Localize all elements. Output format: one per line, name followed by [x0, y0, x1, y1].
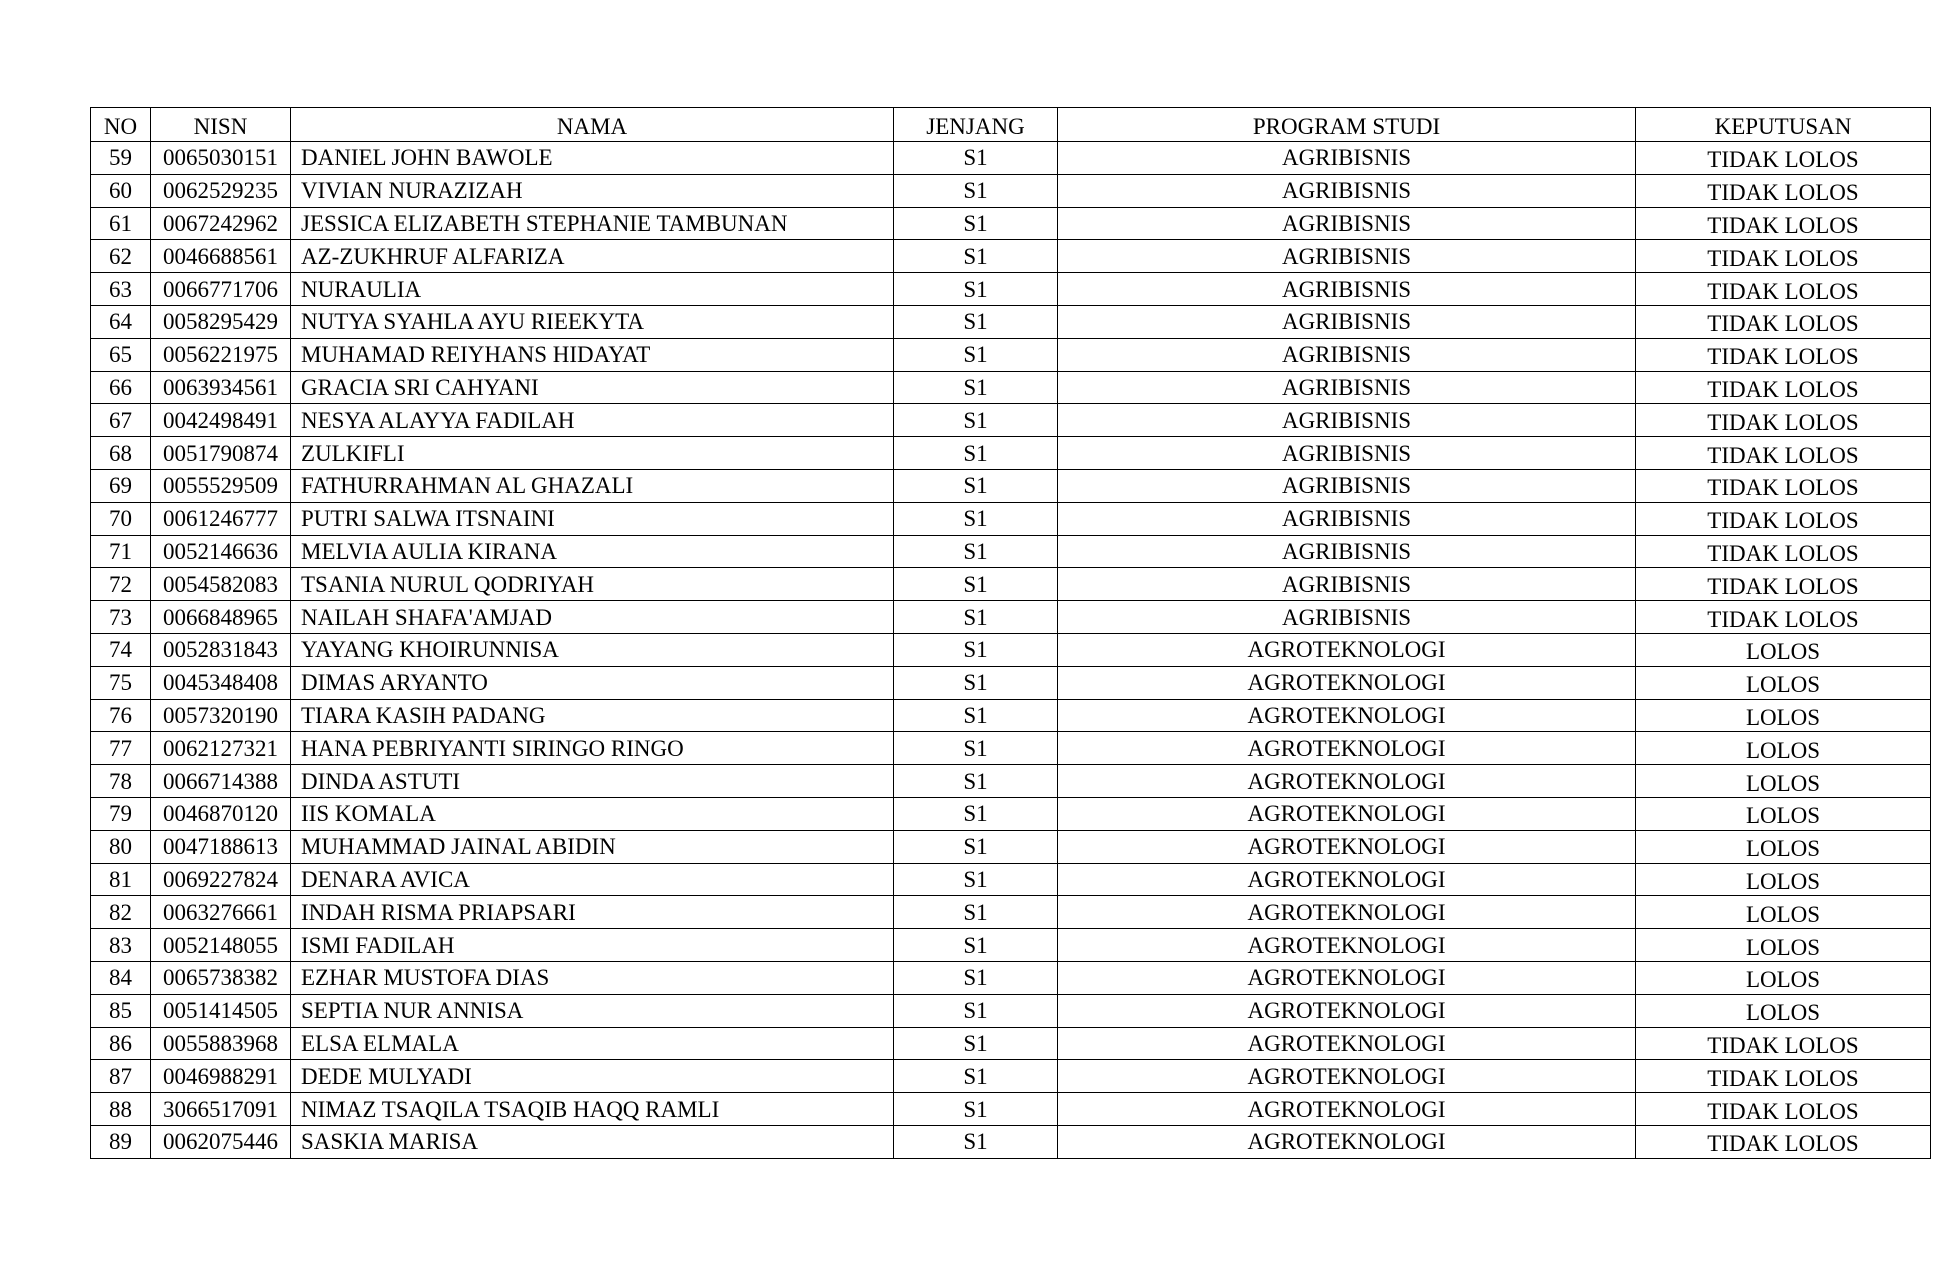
- cell-nisn: 0069227824: [151, 863, 291, 896]
- cell-keputusan: TIDAK LOLOS: [1636, 502, 1931, 535]
- table-row: [91, 797, 1931, 830]
- selection-results-table-wrapper: [90, 107, 1931, 1159]
- cell-nama: PUTRI SALWA ITSNAINI: [291, 502, 894, 535]
- cell-program-studi: AGROTEKNOLOGI: [1058, 765, 1636, 798]
- header-no: NO: [91, 108, 151, 142]
- cell-nama: DIMAS ARYANTO: [291, 666, 894, 699]
- cell-jenjang: S1: [894, 502, 1058, 535]
- cell-nama: DINDA ASTUTI: [291, 765, 894, 798]
- table-row: [91, 469, 1931, 502]
- cell-nama: ISMI FADILAH: [291, 929, 894, 962]
- table-row: [91, 142, 1931, 175]
- cell-nama: DENARA AVICA: [291, 863, 894, 896]
- cell-nama: JESSICA ELIZABETH STEPHANIE TAMBUNAN: [291, 207, 894, 240]
- cell-program-studi: AGROTEKNOLOGI: [1058, 633, 1636, 666]
- cell-no: 85: [91, 994, 151, 1027]
- cell-nama: TIARA KASIH PADANG: [291, 699, 894, 732]
- header-nisn: NISN: [151, 108, 291, 142]
- cell-no: 89: [91, 1125, 151, 1158]
- cell-nisn: 0052148055: [151, 929, 291, 962]
- cell-nama: FATHURRAHMAN AL GHAZALI: [291, 469, 894, 502]
- header-row: [91, 108, 1931, 142]
- cell-jenjang: S1: [894, 601, 1058, 634]
- cell-nisn: 0052831843: [151, 633, 291, 666]
- cell-program-studi: AGRIBISNIS: [1058, 371, 1636, 404]
- cell-no: 60: [91, 174, 151, 207]
- table-row: [91, 240, 1931, 273]
- cell-nisn: 0055883968: [151, 1027, 291, 1060]
- cell-jenjang: S1: [894, 469, 1058, 502]
- cell-nisn: 0047188613: [151, 830, 291, 863]
- cell-nisn: 0057320190: [151, 699, 291, 732]
- cell-keputusan: TIDAK LOLOS: [1636, 1027, 1931, 1060]
- cell-nama: HANA PEBRIYANTI SIRINGO RINGO: [291, 732, 894, 765]
- cell-nisn: 0062127321: [151, 732, 291, 765]
- table-row: [91, 929, 1931, 962]
- cell-jenjang: S1: [894, 174, 1058, 207]
- cell-program-studi: AGROTEKNOLOGI: [1058, 732, 1636, 765]
- cell-nisn: 0046988291: [151, 1060, 291, 1093]
- cell-jenjang: S1: [894, 830, 1058, 863]
- cell-jenjang: S1: [894, 535, 1058, 568]
- cell-nama: MUHAMAD REIYHANS HIDAYAT: [291, 338, 894, 371]
- cell-no: 82: [91, 896, 151, 929]
- cell-nisn: 0051790874: [151, 437, 291, 470]
- cell-keputusan: LOLOS: [1636, 994, 1931, 1027]
- header-jenjang: JENJANG: [894, 108, 1058, 142]
- cell-keputusan: LOLOS: [1636, 797, 1931, 830]
- cell-nisn: 0046688561: [151, 240, 291, 273]
- cell-nama: MELVIA AULIA KIRANA: [291, 535, 894, 568]
- cell-nisn: 0061246777: [151, 502, 291, 535]
- cell-keputusan: TIDAK LOLOS: [1636, 1060, 1931, 1093]
- cell-program-studi: AGROTEKNOLOGI: [1058, 896, 1636, 929]
- cell-keputusan: TIDAK LOLOS: [1636, 142, 1931, 175]
- cell-keputusan: TIDAK LOLOS: [1636, 240, 1931, 273]
- cell-nama: GRACIA SRI CAHYANI: [291, 371, 894, 404]
- cell-nisn: 0063276661: [151, 896, 291, 929]
- cell-program-studi: AGRIBISNIS: [1058, 568, 1636, 601]
- cell-program-studi: AGROTEKNOLOGI: [1058, 1125, 1636, 1158]
- cell-nisn: 0062529235: [151, 174, 291, 207]
- cell-no: 77: [91, 732, 151, 765]
- cell-program-studi: AGRIBISNIS: [1058, 142, 1636, 175]
- cell-jenjang: S1: [894, 1125, 1058, 1158]
- cell-nisn: 0056221975: [151, 338, 291, 371]
- table-row: [91, 601, 1931, 634]
- table-body: [91, 142, 1931, 1159]
- cell-program-studi: AGRIBISNIS: [1058, 305, 1636, 338]
- cell-program-studi: AGRIBISNIS: [1058, 535, 1636, 568]
- cell-keputusan: TIDAK LOLOS: [1636, 1125, 1931, 1158]
- header-keputusan: KEPUTUSAN: [1636, 108, 1931, 142]
- cell-program-studi: AGRIBISNIS: [1058, 502, 1636, 535]
- cell-keputusan: TIDAK LOLOS: [1636, 174, 1931, 207]
- cell-no: 78: [91, 765, 151, 798]
- cell-nisn: 3066517091: [151, 1093, 291, 1126]
- cell-no: 64: [91, 305, 151, 338]
- cell-program-studi: AGRIBISNIS: [1058, 437, 1636, 470]
- cell-nisn: 0066771706: [151, 273, 291, 306]
- cell-jenjang: S1: [894, 666, 1058, 699]
- cell-program-studi: AGROTEKNOLOGI: [1058, 797, 1636, 830]
- cell-jenjang: S1: [894, 961, 1058, 994]
- cell-jenjang: S1: [894, 371, 1058, 404]
- cell-jenjang: S1: [894, 338, 1058, 371]
- table-row: [91, 1027, 1931, 1060]
- cell-program-studi: AGROTEKNOLOGI: [1058, 830, 1636, 863]
- cell-no: 87: [91, 1060, 151, 1093]
- cell-keputusan: LOLOS: [1636, 961, 1931, 994]
- cell-keputusan: LOLOS: [1636, 666, 1931, 699]
- table-row: [91, 1125, 1931, 1158]
- cell-no: 80: [91, 830, 151, 863]
- cell-jenjang: S1: [894, 1027, 1058, 1060]
- cell-nisn: 0045348408: [151, 666, 291, 699]
- cell-no: 84: [91, 961, 151, 994]
- cell-program-studi: AGRIBISNIS: [1058, 240, 1636, 273]
- cell-jenjang: S1: [894, 732, 1058, 765]
- cell-jenjang: S1: [894, 633, 1058, 666]
- table-row: [91, 699, 1931, 732]
- cell-nama: NIMAZ TSAQILA TSAQIB HAQQ RAMLI: [291, 1093, 894, 1126]
- cell-jenjang: S1: [894, 699, 1058, 732]
- cell-no: 70: [91, 502, 151, 535]
- cell-nama: VIVIAN NURAZIZAH: [291, 174, 894, 207]
- cell-nisn: 0058295429: [151, 305, 291, 338]
- cell-nisn: 0065738382: [151, 961, 291, 994]
- cell-program-studi: AGRIBISNIS: [1058, 338, 1636, 371]
- cell-nisn: 0066714388: [151, 765, 291, 798]
- cell-jenjang: S1: [894, 994, 1058, 1027]
- cell-no: 76: [91, 699, 151, 732]
- cell-no: 79: [91, 797, 151, 830]
- table-row: [91, 371, 1931, 404]
- cell-no: 63: [91, 273, 151, 306]
- cell-nama: MUHAMMAD JAINAL ABIDIN: [291, 830, 894, 863]
- cell-no: 59: [91, 142, 151, 175]
- table-row: [91, 863, 1931, 896]
- cell-nama: YAYANG KHOIRUNNISA: [291, 633, 894, 666]
- cell-jenjang: S1: [894, 142, 1058, 175]
- cell-keputusan: TIDAK LOLOS: [1636, 371, 1931, 404]
- table-row: [91, 765, 1931, 798]
- cell-keputusan: TIDAK LOLOS: [1636, 601, 1931, 634]
- cell-nisn: 0055529509: [151, 469, 291, 502]
- table-row: [91, 338, 1931, 371]
- selection-results-table: [90, 107, 1931, 1159]
- table-row: [91, 273, 1931, 306]
- cell-keputusan: TIDAK LOLOS: [1636, 338, 1931, 371]
- cell-keputusan: LOLOS: [1636, 765, 1931, 798]
- cell-nama: ELSA ELMALA: [291, 1027, 894, 1060]
- cell-keputusan: LOLOS: [1636, 863, 1931, 896]
- cell-jenjang: S1: [894, 765, 1058, 798]
- table-row: [91, 305, 1931, 338]
- cell-jenjang: S1: [894, 568, 1058, 601]
- cell-nisn: 0051414505: [151, 994, 291, 1027]
- cell-nisn: 0067242962: [151, 207, 291, 240]
- cell-nama: INDAH RISMA PRIAPSARI: [291, 896, 894, 929]
- cell-nama: NAILAH SHAFA'AMJAD: [291, 601, 894, 634]
- cell-program-studi: AGROTEKNOLOGI: [1058, 666, 1636, 699]
- cell-nisn: 0054582083: [151, 568, 291, 601]
- cell-program-studi: AGROTEKNOLOGI: [1058, 994, 1636, 1027]
- cell-keputusan: TIDAK LOLOS: [1636, 404, 1931, 437]
- cell-jenjang: S1: [894, 1093, 1058, 1126]
- cell-no: 74: [91, 633, 151, 666]
- cell-nama: EZHAR MUSTOFA DIAS: [291, 961, 894, 994]
- cell-no: 67: [91, 404, 151, 437]
- cell-no: 66: [91, 371, 151, 404]
- cell-no: 69: [91, 469, 151, 502]
- cell-no: 62: [91, 240, 151, 273]
- cell-nisn: 0046870120: [151, 797, 291, 830]
- cell-nama: IIS KOMALA: [291, 797, 894, 830]
- cell-nama: NUTYA SYAHLA AYU RIEEKYTA: [291, 305, 894, 338]
- cell-nama: SEPTIA NUR ANNISA: [291, 994, 894, 1027]
- table-row: [91, 1060, 1931, 1093]
- cell-nama: DANIEL JOHN BAWOLE: [291, 142, 894, 175]
- table-row: [91, 961, 1931, 994]
- cell-no: 86: [91, 1027, 151, 1060]
- cell-program-studi: AGRIBISNIS: [1058, 273, 1636, 306]
- cell-nisn: 0066848965: [151, 601, 291, 634]
- cell-jenjang: S1: [894, 863, 1058, 896]
- cell-nisn: 0042498491: [151, 404, 291, 437]
- cell-program-studi: AGROTEKNOLOGI: [1058, 1060, 1636, 1093]
- table-row: [91, 1093, 1931, 1126]
- cell-jenjang: S1: [894, 896, 1058, 929]
- cell-nisn: 0062075446: [151, 1125, 291, 1158]
- cell-keputusan: TIDAK LOLOS: [1636, 305, 1931, 338]
- table-row: [91, 535, 1931, 568]
- cell-jenjang: S1: [894, 240, 1058, 273]
- cell-keputusan: LOLOS: [1636, 732, 1931, 765]
- cell-nisn: 0052146636: [151, 535, 291, 568]
- cell-keputusan: TIDAK LOLOS: [1636, 1093, 1931, 1126]
- cell-program-studi: AGRIBISNIS: [1058, 174, 1636, 207]
- cell-no: 75: [91, 666, 151, 699]
- cell-keputusan: TIDAK LOLOS: [1636, 568, 1931, 601]
- cell-no: 73: [91, 601, 151, 634]
- cell-program-studi: AGRIBISNIS: [1058, 601, 1636, 634]
- cell-nama: DEDE MULYADI: [291, 1060, 894, 1093]
- table-row: [91, 666, 1931, 699]
- cell-nama: SASKIA MARISA: [291, 1125, 894, 1158]
- table-row: [91, 830, 1931, 863]
- cell-jenjang: S1: [894, 404, 1058, 437]
- cell-no: 83: [91, 929, 151, 962]
- cell-no: 71: [91, 535, 151, 568]
- table-header: [91, 108, 1931, 142]
- cell-keputusan: LOLOS: [1636, 633, 1931, 666]
- cell-program-studi: AGROTEKNOLOGI: [1058, 1093, 1636, 1126]
- cell-jenjang: S1: [894, 1060, 1058, 1093]
- table-row: [91, 404, 1931, 437]
- cell-jenjang: S1: [894, 207, 1058, 240]
- table-row: [91, 207, 1931, 240]
- cell-nama: ZULKIFLI: [291, 437, 894, 470]
- header-program-studi: PROGRAM STUDI: [1058, 108, 1636, 142]
- cell-program-studi: AGRIBISNIS: [1058, 207, 1636, 240]
- cell-no: 65: [91, 338, 151, 371]
- cell-keputusan: LOLOS: [1636, 929, 1931, 962]
- cell-keputusan: TIDAK LOLOS: [1636, 469, 1931, 502]
- table-row: [91, 994, 1931, 1027]
- cell-program-studi: AGROTEKNOLOGI: [1058, 699, 1636, 732]
- cell-nama: AZ-ZUKHRUF ALFARIZA: [291, 240, 894, 273]
- cell-program-studi: AGROTEKNOLOGI: [1058, 961, 1636, 994]
- table-row: [91, 896, 1931, 929]
- cell-jenjang: S1: [894, 305, 1058, 338]
- cell-keputusan: TIDAK LOLOS: [1636, 207, 1931, 240]
- cell-program-studi: AGROTEKNOLOGI: [1058, 929, 1636, 962]
- cell-jenjang: S1: [894, 797, 1058, 830]
- cell-program-studi: AGRIBISNIS: [1058, 469, 1636, 502]
- cell-program-studi: AGROTEKNOLOGI: [1058, 1027, 1636, 1060]
- cell-jenjang: S1: [894, 437, 1058, 470]
- table-row: [91, 568, 1931, 601]
- cell-keputusan: TIDAK LOLOS: [1636, 273, 1931, 306]
- cell-nisn: 0065030151: [151, 142, 291, 175]
- table-row: [91, 732, 1931, 765]
- cell-jenjang: S1: [894, 273, 1058, 306]
- table-row: [91, 174, 1931, 207]
- cell-keputusan: TIDAK LOLOS: [1636, 437, 1931, 470]
- cell-jenjang: S1: [894, 929, 1058, 962]
- cell-no: 72: [91, 568, 151, 601]
- cell-program-studi: AGROTEKNOLOGI: [1058, 863, 1636, 896]
- cell-no: 61: [91, 207, 151, 240]
- cell-no: 81: [91, 863, 151, 896]
- cell-nama: NESYA ALAYYA FADILAH: [291, 404, 894, 437]
- cell-no: 88: [91, 1093, 151, 1126]
- table-row: [91, 633, 1931, 666]
- header-nama: NAMA: [291, 108, 894, 142]
- cell-keputusan: LOLOS: [1636, 830, 1931, 863]
- cell-nama: TSANIA NURUL QODRIYAH: [291, 568, 894, 601]
- table-row: [91, 437, 1931, 470]
- cell-nisn: 0063934561: [151, 371, 291, 404]
- cell-no: 68: [91, 437, 151, 470]
- cell-keputusan: LOLOS: [1636, 699, 1931, 732]
- cell-program-studi: AGRIBISNIS: [1058, 404, 1636, 437]
- table-row: [91, 502, 1931, 535]
- cell-keputusan: TIDAK LOLOS: [1636, 535, 1931, 568]
- cell-nama: NURAULIA: [291, 273, 894, 306]
- cell-keputusan: LOLOS: [1636, 896, 1931, 929]
